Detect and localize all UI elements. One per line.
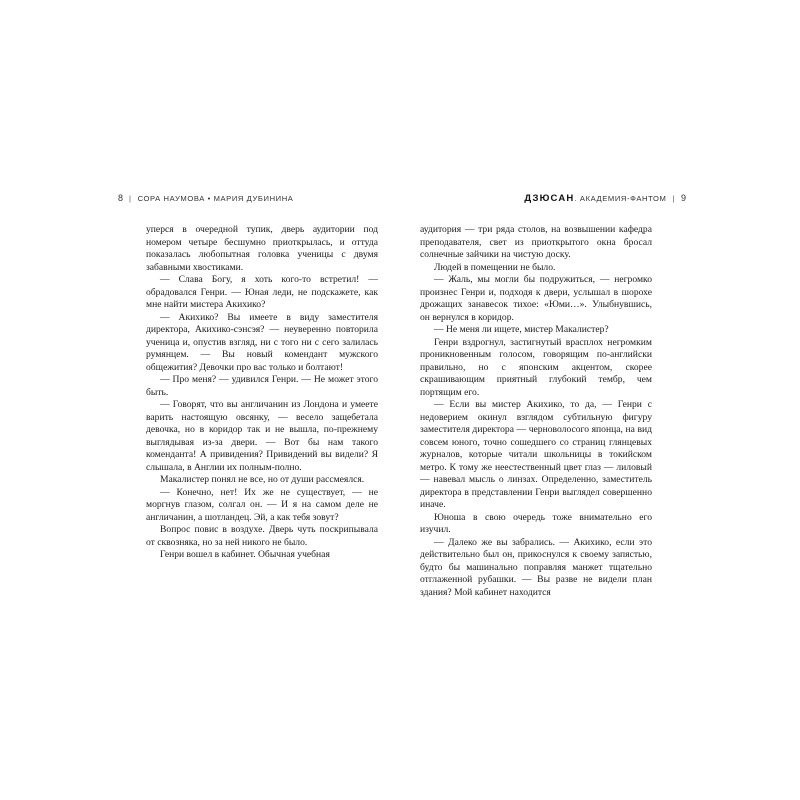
paragraph: — Акихико? Вы имеете в виду заместителя директора, Акихико-сэнсэя? — неуверенно повторила ученица и, опустив взгляд, ни с того ни с сего залилась румянцем. — Вы новый комендант мужского общежития? Девочки про вас только и болтают! <box>146 311 378 373</box>
left-running-head <box>118 190 293 206</box>
paragraph: уперся в очередной тупик, дверь аудитории под номером четыре бесшумно приоткрылась, и оттуда показалась любопытная головка ученицы с двумя забавными хвостиками. <box>146 224 378 273</box>
paragraph: — Про меня? — удивился Генри. — Не может этого быть. <box>146 374 378 398</box>
paragraph: — Слава Богу, я хоть кого-то встретил! — обрадовался Генри. — Юная леди, не подскажете, как мне найти мистера Акихико? <box>146 274 378 310</box>
running-head-separator: | <box>672 193 675 203</box>
paragraph: — Жаль, мы могли бы подружиться, — негромко произнес Генри и, подходя к двери, услышал в шорохе дрожащих занавесок тихое: «Юми…». Улыбнувшись, он вернулся в коридор. <box>420 274 652 323</box>
paragraph: — Не меня ли ищете, мистер Макалистер? <box>434 324 609 335</box>
paragraph: Генри вздрогнул, застигнутый врасплох негромким проникновенным голосом, говорящим по-английски правильно, но с японским акцентом, скорее скрашивающим приятный глубокий тембр, чем портящим его. <box>420 336 652 398</box>
paragraph: — Далеко же вы забрались. — Акихико, если это действительно был он, прикоснулся к своему запястью, будто бы машинально поправляя манжет тщательно отглаженной рубашки. — Вы разве не видели план здания? Мой кабинет находится <box>420 536 652 598</box>
paragraph: Генри вошел в кабинет. Обычная учебная <box>160 549 330 560</box>
author-names: СОРА НАУМОВА • МАРИЯ ДУБИНИНА <box>137 193 294 203</box>
right-running-head <box>524 190 686 206</box>
paragraph: — Говорят, что вы англичанин из Лондона и умеете варить настоящую овсянку, — весело защебетала девочка, но в коридор так и не вышла, по-прежнему выглядывая из-за двери. — Вот бы нам такого коменданта! А привидения? Привидений вы видели? Я слышала, в Англии их полным-полно. <box>146 399 378 473</box>
paragraph: Людей в помещении не было. <box>434 261 556 273</box>
paragraph: Вопрос повис в воздухе. Дверь чуть поскрипывала от сквозняка, но за ней никого не было. <box>146 524 378 548</box>
paragraph: аудитория — три ряда столов, на возвышении кафедра преподавателя, свет из приоткрытого окна бросал солнечные зайчики на чистую доску. <box>420 224 652 260</box>
paragraph: — Конечно, нет! Их же не существует, — не моргнув глазом, солгал он. — И я на самом деле не англичанин, а шотландец. Эй, а как тебя зовут? <box>146 486 378 523</box>
paragraph: — Если вы мистер Акихико, то да, — Генри с недоверием окинул взглядом субтильную фигуру заместителя директора — черноволосого японца, на вид совсем юного, точно сошедшего со страниц глянцевых журналов, которые читали школьницы в токийском метро. К тому же неестественный цвет глаз — лиловый — навевал мысль о линзах. Определенно, заместитель директора в представлении Генри выглядел совершенно иначе. <box>420 399 652 510</box>
left-page-text <box>146 224 378 562</box>
brand-dot: . <box>574 193 580 203</box>
paragraph: Макалистер понял не все, но от души рассмеялся. <box>160 474 365 485</box>
running-head-separator: | <box>129 193 132 203</box>
series-brand: ДЗЮСАН <box>524 192 575 204</box>
left-page-number: 8 <box>118 193 124 203</box>
right-page-text <box>420 224 652 599</box>
paragraph: Юноша в свою очередь тоже внимательно его изучил. <box>420 511 652 535</box>
series-title: АКАДЕМИЯ-ФАНТОМ <box>579 193 667 203</box>
right-page-number: 9 <box>680 193 686 203</box>
